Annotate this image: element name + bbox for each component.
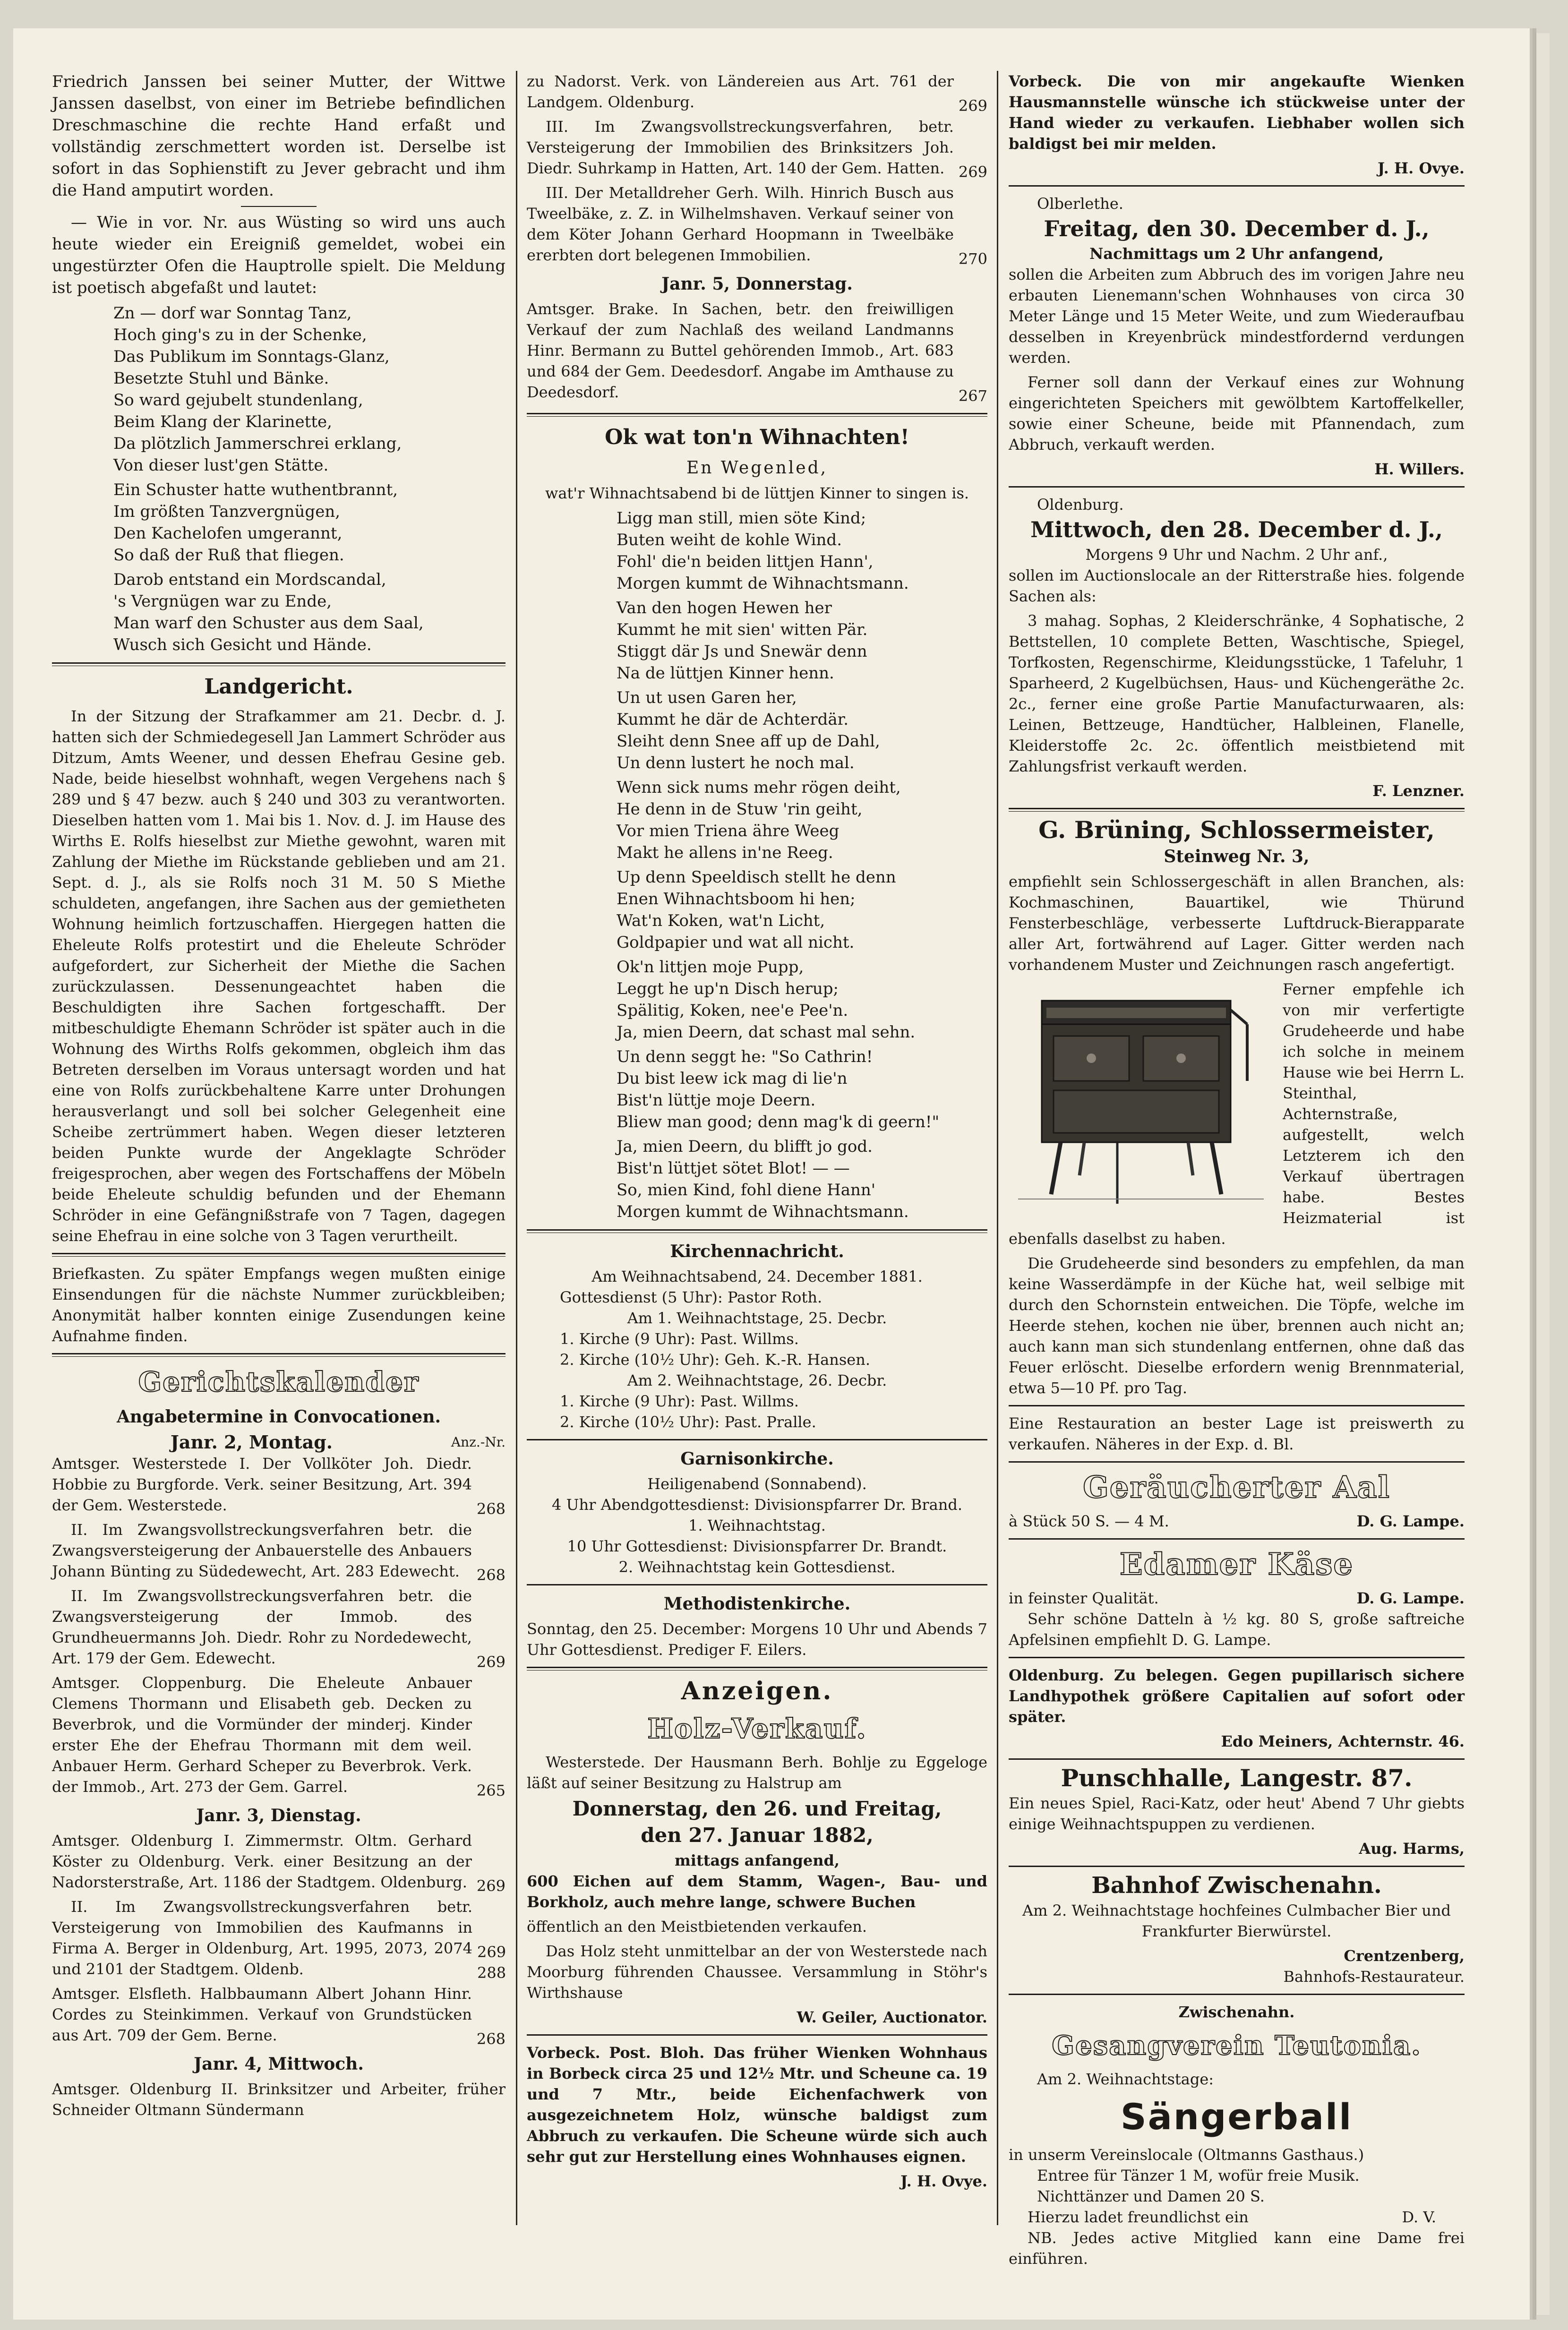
ad-text: Sehr schöne Datteln à ½ kg. 80 S, große saftreiche Apfelsinen empfiehlt D. G. Lampe. bbox=[1009, 1610, 1465, 1649]
service-line: 4 Uhr Abendgottesdienst: Divisionspfarrer Dr. Brand. bbox=[551, 1496, 963, 1514]
ad-text: Am 2. Weihnachtstage hochfeines Culmbacher Bier und Frankfurter Bierwürstel. bbox=[1022, 1902, 1451, 1940]
poem-line: Spälitig, Koken, nee'e Pee'n. bbox=[617, 1001, 848, 1020]
poem-stanza bbox=[527, 1136, 987, 1223]
poem-line: Bliew man good; denn mag'k di geern!" bbox=[617, 1113, 940, 1131]
poem-line: Van den hogen Hewen her bbox=[617, 599, 832, 617]
ad-text: Ferner empfehle ich von mir verfertigte Grudeheerde und habe ich solche in meinem Hause wie bei Herrn L. Steinthal, Achternstraße, aufgestellt, welch Letzterem ich den Verkauf übertragen habe. Bestes Heizmaterial ist ebenfalls daselbst zu haben. bbox=[1009, 980, 1465, 1248]
service-line: 1. Kirche (9 Uhr): Past. Willms. bbox=[560, 1392, 799, 1410]
poem-line: Beim Klang der Klarinette, bbox=[113, 412, 332, 431]
poem-stanza bbox=[527, 777, 987, 864]
section-rule bbox=[527, 1584, 987, 1585]
ad-signature: J. H. Ovye. bbox=[1377, 159, 1465, 177]
service-line: 2. Kirche (10½ Uhr): Geh. K.-R. Hansen. bbox=[560, 1351, 870, 1369]
ad-text: öffentlich an den Meistbietenden verkaufen. bbox=[527, 1918, 867, 1936]
article-paragraph: In der Sitzung der Strafkammer am 21. Decbr. d. J. hatten sich der Schmiedegesell Jan Lammert Schröder aus Ditzum, Amts Weener, und dessen Ehefrau Gesine geb. Nade, beide hieselbst wohnhaft, wegen Vergehens nach § 289 und § 47 bezw. auch § 240 und 303 zu verantworten. Dieselben hatten vom 1. Mai bis 1. Nov. d. J. im Hause des Wirths E. Rolfs hieselbst zur Miethe gewohnt, waren mit Zahlung der Miethe im Rückstande geblieben und am 21. Sept. d. J., als sie Rolfs noch 31 M. 50 S Miethe schuldeten, angefangen, ihre Sachen aus der gemietheten Wohnung heimlich fortzuschaffen. Hiergegen hatten die Eheleute Rolfs protestirt und die Eheleute Schröder aufgefordert, zur Sicherheit der Miethe die Sachen zurückzulassen. Dessenungeachtet haben die Beschuldigten ihre Sachen fortgeschafft. Der mitbeschuldigte Ehemann Schröder ist später auch in die Wohnung des Wirths Rolfs gekommen, obgleich ihm das Betreten derselben im Voraus untersagt worden und hat eine von Rolfs zurückbehaltene Karre unter Drohungen herausverlangt und soll bei solcher Gelegenheit eine Scheibe zertrümmert haben. Wegen dieser letzteren beiden Punkte wurde der Angeklagte Schröder freigesprochen, aber wegen des Fortschaffens der Möbeln beide Eheleute schuldig befunden und der Ehemann Schröder in eine Gefängnißstrafe von 7 Tagen, dagegen seine Ehefrau in eine solche von 3 Tagen verurtheilt. bbox=[52, 707, 506, 1245]
section-rule bbox=[527, 1229, 987, 1233]
ad-text: sollen die Arbeiten zum Abbruch des im vorigen Jahre neu erbauten Lienemann'schen Wohnhauses von circa 30 Meter Länge und 15 Meter Weite, und zum Wiederaufbau desselben in Kreyenbrück mindestfordernd verdungen werden. bbox=[1009, 266, 1465, 367]
poem-line: Ja, mien Deern, dat schast mal sehn. bbox=[617, 1023, 916, 1042]
ad-text: in unserm Vereinslocale (Oltmanns Gasthaus.) bbox=[1009, 2146, 1364, 2164]
ad-heading-bruening: G. Brüning, Schlossermeister, bbox=[1038, 816, 1435, 844]
poem-line: Wenn sick nums mehr rögen deiht, bbox=[617, 778, 901, 797]
date-heading: Janr. 4, Mittwoch. bbox=[194, 2054, 364, 2074]
ad-place: Zwischenahn. bbox=[1178, 2003, 1295, 2021]
ad-signature: D. V. bbox=[1402, 2208, 1436, 2226]
section-rule bbox=[527, 413, 987, 417]
poem-line: Goldpapier und wat all nicht. bbox=[617, 933, 855, 952]
ad-time: mittags anfangend, bbox=[674, 1851, 840, 1869]
section-heading-anzeigen: Anzeigen. bbox=[681, 1677, 833, 1705]
poem-line: Zn — dorf war Sonntag Tanz, bbox=[113, 304, 352, 323]
calendar-entry: Amtsger. Brake. In Sachen, betr. den freiwilligen Verkauf der zum Nachlaß des weiland Landmanns Hinr. Bermann zu Buttel gehörenden Immob., Art. 683 und 684 der Gem. Deedesdorf. Angabe im Amthause zu Deedesdorf. 267 bbox=[527, 300, 987, 405]
section-rule bbox=[1009, 1866, 1465, 1867]
ad-signature: D. G. Lampe. bbox=[1356, 1512, 1465, 1530]
ad-heading-punschhalle: Punschhalle, Langestr. 87. bbox=[1061, 1764, 1413, 1792]
calendar-entry: zu Nadorst. Verk. von Ländereien aus Art. 761 der Landgem. Oldenburg. 269 bbox=[527, 72, 987, 115]
ad-signature: J. H. Ovye. bbox=[900, 2172, 987, 2190]
poem-stanza bbox=[527, 866, 987, 953]
poem-line: Den Kachelofen umgerannt, bbox=[113, 524, 343, 543]
service-line: Am Weihnachtsabend, 24. December 1881. bbox=[591, 1268, 923, 1285]
poem-line: Enen Wihnachtsboom hi hen; bbox=[617, 890, 856, 908]
poem-line: Wat'n Koken, wat'n Licht, bbox=[617, 911, 825, 930]
calendar-entry: II. Im Zwangsvollstreckungsverfahren betr. Versteigerung von Immobilien des Kaufmanns in Firma A. Berger in Oldenburg, Art. 1995, 2073, 2074 und 2101 der Stadtgem. Oldenb. 269 288 bbox=[52, 1898, 506, 1982]
ad-text: Westerstede. Der Hausmann Berh. Bohlje zu Eggeloge läßt auf seiner Besitzung zu Halstrup am bbox=[527, 1753, 987, 1792]
poem-stanza bbox=[527, 597, 987, 684]
calendar-entry: II. Im Zwangsvollstreckungsverfahren betr. die Zwangsversteigerung der Anbauerstelle des Anbauers Johann Bünting zu Südedewecht, Art. 283 Edewecht. 268 bbox=[52, 1521, 506, 1584]
ad-heading-saengerball: Sängerball bbox=[1120, 2096, 1353, 2138]
poem-line: Das Publikum im Sonntags-Glanz, bbox=[113, 347, 390, 366]
grudeheerd-stove-illustration bbox=[1009, 982, 1273, 1218]
service-line: Gottesdienst (5 Uhr): Pastor Roth. bbox=[560, 1288, 823, 1306]
poem-line: Vor mien Triena ähre Weeg bbox=[617, 822, 840, 840]
poem-line: Ok'n littjen moje Pupp, bbox=[617, 958, 804, 977]
ad-text: Die Grudeheerde sind besonders zu empfehlen, da man keine Wasserdämpfe in der Küche hat, weil selbige mit durch den Schornstein entweichen. Die Töpfe, welche im Heerde stehen, kochen nie über, brennen auch nicht an; auch kann man sich stundenlang entfernen, ohne daß das Feuer erlöscht. Dieselbe erfordern wenig Brennmaterial, etwa 5—10 Pf. pro Tag. bbox=[1009, 1254, 1465, 1397]
poem-line: Man warf den Schuster aus dem Saal, bbox=[113, 614, 424, 633]
ad-text: Vorbeck. Die von mir angekaufte Wienken Hausmannstelle wünsche ich stückweise unter der Hand wieder zu verkaufen. Liebhaber wollen sich baldigst bei mir melden. bbox=[1009, 72, 1465, 153]
poem-intro: wat'r Wihnachtsabend bi de lüttjen Kinner to singen is. bbox=[545, 484, 969, 502]
ad-signature: H. Willers. bbox=[1374, 460, 1465, 478]
ad-signature: D. G. Lampe. bbox=[1356, 1589, 1465, 1607]
ad-address: Steinweg Nr. 3, bbox=[1164, 847, 1310, 866]
poem-line: Ligg man still, mien söte Kind; bbox=[617, 509, 866, 528]
ad-time: Nachmittags um 2 Uhr anfangend, bbox=[1089, 245, 1384, 263]
column-divider bbox=[997, 71, 998, 2225]
ad-signature: W. Geiler, Auctionator. bbox=[797, 2008, 987, 2026]
poem-line: Hoch ging's zu in der Schenke, bbox=[113, 326, 367, 344]
ad-signature: Bahnhofs-Restaurateur. bbox=[1283, 1968, 1465, 1986]
section-heading-gerichtskalender: Gerichtskalender bbox=[138, 1366, 420, 1398]
section-rule bbox=[1009, 185, 1465, 187]
section-rule bbox=[1009, 1657, 1465, 1658]
calendar-entry: Amtsger. Elsfleth. Halbbaumann Albert Johann Hinr. Cordes zu Steinkimmen. Verkauf von Grundstücken aus Art. 709 der Gem. Berne. 268 bbox=[52, 1985, 506, 2048]
section-rule bbox=[52, 1253, 506, 1257]
poem-stanza bbox=[52, 302, 506, 476]
divider bbox=[241, 206, 317, 207]
poem-line: Fohl' die'n beiden littjen Hann', bbox=[617, 552, 874, 571]
ad-signature: Edo Meiners, Achternstr. 46. bbox=[1221, 1732, 1465, 1750]
poem-line: Darob entstand ein Mordscandal, bbox=[113, 570, 386, 589]
poem-line: Ja, mien Deern, du blifft jo god. bbox=[617, 1137, 873, 1156]
ad-signature: Crentzenberg, bbox=[1344, 1947, 1465, 1965]
ad-text: in feinster Qualität. bbox=[1009, 1589, 1159, 1607]
section-rule bbox=[1009, 486, 1465, 488]
calendar-entry: III. Der Metalldreher Gerh. Wilh. Hinrich Busch aus Tweelbäke, z. Z. in Wilhelmshaven. Verkauf seiner von dem Köter Johann Gerhard Hoopmann in Tweelbäke ererbten dort belegenen Immobilien. 270 bbox=[527, 184, 987, 268]
calendar-entry: II. Im Zwangsvollstreckungsverfahren betr. die Zwangsversteigerung der Immob. des Grundheuermanns Joh. Diedr. Rohr zu Nordedewecht, Art. 179 der Gem. Edewecht. 269 bbox=[52, 1587, 506, 1671]
service-line: Am 1. Weihnachtstage, 25. Decbr. bbox=[627, 1309, 887, 1327]
column-divider bbox=[516, 71, 517, 2225]
poem-title: Ok wat ton'n Wihnachten! bbox=[605, 425, 909, 449]
calendar-entry: Amtsger. Oldenburg II. Brinksitzer und Arbeiter, früher Schneider Oltmann Sündermann bbox=[52, 2080, 506, 2119]
ad-text: 600 Eichen auf dem Stamm, Wagen-, Bau- und Borkholz, auch mehre lange, schwere Buchen bbox=[527, 1872, 987, 1911]
poem-line: Leggt he up'n Disch herup; bbox=[617, 979, 839, 998]
poem-line: Von dieser lust'gen Stätte. bbox=[113, 456, 329, 475]
ad-text: Am 2. Weihnachtstage: bbox=[1037, 2070, 1214, 2088]
poem-line: Wusch sich Gesicht und Hände. bbox=[113, 635, 372, 654]
poem-line: Morgen kummt de Wihnachtsmann. bbox=[617, 574, 909, 593]
ad-text: Das Holz steht unmittelbar an der von Westerstede nach Moorburg führenden Chaussee. Versammlung in Stöhr's Wirthshause bbox=[527, 1942, 987, 2002]
ad-text: Nichttänzer und Damen 20 S. bbox=[1037, 2187, 1265, 2205]
ad-text: Ferner soll dann der Verkauf eines zur Wohnung eingerichteten Speichers mit gewölbtem Kartoffelkeller, sowie einer Scheune, beide mit Pfannendach, zum Abbruch, verkauft werden. bbox=[1009, 373, 1465, 454]
service-line: Am 2. Weihnachtstage, 26. Decbr. bbox=[627, 1371, 887, 1389]
subheading: Angabetermine in Convocationen. bbox=[116, 1407, 441, 1427]
ad-text: NB. Jedes active Mitglied kann eine Dame frei einführen. bbox=[1009, 2229, 1465, 2268]
article-paragraph: — Wie in vor. Nr. aus Wüsting so wird uns auch heute wieder ein Ereigniß gemeldet, wobei ein ungestürzter Ofen die Hauptrolle spielt. Die Meldung ist poetisch abgefaßt und lautet: bbox=[52, 213, 506, 297]
date-heading: Janr. 3, Dienstag. bbox=[196, 1806, 361, 1825]
poem-stanza bbox=[527, 687, 987, 774]
poem-line: So, mien Kind, fohl diene Hann' bbox=[617, 1181, 876, 1199]
section-heading-landgericht: Landgericht. bbox=[204, 675, 353, 699]
poem-line: Du bist leew ick mag di lie'n bbox=[617, 1069, 848, 1088]
ad-text: Entree für Tänzer 1 M, wofür freie Musik. bbox=[1037, 2167, 1360, 2184]
ad-time: Morgens 9 Uhr und Nachm. 2 Uhr anf., bbox=[1085, 546, 1388, 564]
section-rule bbox=[527, 1667, 987, 1670]
poem-line: Besetzte Stuhl und Bänke. bbox=[113, 369, 329, 388]
service-line: 1. Kirche (9 Uhr): Past. Willms. bbox=[560, 1330, 799, 1348]
section-heading-garnisonkirche: Garnisonkirche. bbox=[680, 1449, 834, 1469]
service-line: 2. Kirche (10½ Uhr): Past. Pralle. bbox=[560, 1413, 816, 1431]
poem-line: Bist'n lüttje moje Deern. bbox=[617, 1091, 816, 1110]
ad-text: Vorbeck. Post. Bloh. Das früher Wienken Wohnhaus in Borbeck circa 25 und 12½ Mtr. und Scheune ca. 19 und 7 Mtr., beide Eichenfachwerk von ausgezeichnetem Holz, wünsche baldigst zum Abbruch zu verkaufen. Die Scheune würde sich auch sehr gut zur Herstellung eines Wohnhauses eignen. bbox=[527, 2044, 987, 2166]
ad-text: empfiehlt sein Schlossergeschäft in allen Branchen, als: Kochmaschinen, Bauartikel, wie Thürund Fensterbeschläge, verbesserte Luftdruck-Bierapparate aller Art, fortwährend auf Lager. Gitter werden nach vorhandenem Muster und Zeichnungen rasch angefertigt. bbox=[1009, 873, 1465, 974]
ad-place: Oldenburg. bbox=[1037, 496, 1124, 514]
ad-text: Oldenburg. Zu belegen. Gegen pupillarisch sichere Landhypothek größere Capitalien auf sofort oder später. bbox=[1009, 1666, 1465, 1726]
poem-stanza bbox=[527, 956, 987, 1043]
ad-signature: Aug. Harms, bbox=[1359, 1840, 1465, 1858]
poem-line: Kummt he där de Achterdär. bbox=[617, 710, 849, 729]
section-rule bbox=[1009, 1461, 1465, 1463]
poem-line: Morgen kummt de Wihnachtsmann. bbox=[617, 1202, 909, 1221]
service-line: Heiligenabend (Sonnabend). bbox=[647, 1475, 867, 1493]
section-rule bbox=[527, 1439, 987, 1440]
poem-stanza bbox=[52, 569, 506, 656]
section-rule bbox=[527, 2034, 987, 2036]
ad-heading-kaese: Edamer Käse bbox=[1119, 1547, 1354, 1582]
section-rule bbox=[1009, 1405, 1465, 1406]
poem-line: Up denn Speeldisch stellt he denn bbox=[617, 868, 896, 887]
poem-subtitle: En Wegenled, bbox=[686, 458, 828, 478]
calendar-entry: III. Im Zwangsvollstreckungsverfahren, betr. Versteigerung der Immobilien des Brinksitzers Joh. Diedr. Suhrkamp in Hatten, Art. 140 der Gem. Hatten. 269 bbox=[527, 118, 987, 181]
ad-heading-aal: Geräucherter Aal bbox=[1083, 1470, 1390, 1505]
ad-text: 3 mahag. Sophas, 2 Kleiderschränke, 4 Sophatische, 2 Bettstellen, 10 complete Betten, Waschtische, Spiegel, Torfkosten, Regenschirme, Kleidungsstücke, 1 Tafeluhr, 1 Sparheerd, 2 Kugelbüchsen, Haus- und Küchengeräthe 2c. 2c., ferner eine große Partie Manufacturwaaren, als: Leinen, Bettzeuge, Handtücher, Halbleinen, Flanelle, Kleiderstoffe 2c. 2c. öffentlich meistbietend mit Zahlungsfrist verkauft werden. bbox=[1009, 612, 1465, 775]
stove-drawing bbox=[1009, 982, 1273, 1218]
poem-line: Na de lüttjen Kinner henn. bbox=[617, 664, 834, 683]
section-rule bbox=[1009, 808, 1465, 812]
poem-line: He denn in de Stuw 'rin geiht, bbox=[617, 800, 863, 819]
poem-line: Un denn seggt he: "So Cathrin! bbox=[617, 1047, 873, 1066]
poem-line: Kummt he mit sien' witten Pär. bbox=[617, 620, 868, 639]
calendar-entry: Amtsger. Westerstede I. Der Vollköter Joh. Diedr. Hobbie zu Burgforde. Verk. seiner Besitzung, Art. 394 der Gem. Westerstede. 268 bbox=[52, 1455, 506, 1518]
calendar-entry: Amtsger. Cloppenburg. Die Eheleute Anbauer Clemens Thormann und Elisabeth geb. Decken zu Beverbrok, und die Vormünder der minderj. Kinder erster Ehe der Ehefrau Thormann mit dem weil. Anbauer Herm. Gerhard Scheper zu Beverbrok. Verk. der Immob., Art. 273 der Gem. Garrel. 265 bbox=[52, 1674, 506, 1799]
ad-place: Olberlethe. bbox=[1037, 195, 1123, 213]
poem-line: Un ut usen Garen her, bbox=[617, 688, 797, 707]
section-heading-methodistenkirche: Methodistenkirche. bbox=[663, 1594, 851, 1614]
section-rule bbox=[52, 1353, 506, 1357]
column-2 bbox=[527, 71, 987, 2192]
poem-stanza bbox=[527, 507, 987, 594]
ad-heading-bahnhof: Bahnhof Zwischenahn. bbox=[1091, 1872, 1382, 1899]
ad-text: Ein neues Spiel, Raci-Katz, oder heut' Abend 7 Uhr giebts einige Weihnachtspuppen zu verdienen. bbox=[1009, 1794, 1465, 1833]
ad-date: den 27. Januar 1882, bbox=[641, 1824, 874, 1847]
briefkasten-notice: Briefkasten. Zu später Empfangs wegen mußten einige Einsendungen für die nächste Nummer zurückbleiben; Anonymität halber konnten einige Zusendungen keine Aufnahme finden. bbox=[52, 1265, 506, 1345]
ad-text: Hierzu ladet freundlichst ein bbox=[1028, 2208, 1249, 2226]
poem-line: Sleiht denn Snee aff up de Dahl, bbox=[617, 732, 880, 751]
ad-price-row bbox=[1009, 1588, 1465, 1609]
ad-heading-holz-verkauf: Holz-Verkauf. bbox=[647, 1713, 867, 1745]
section-rule bbox=[1009, 1994, 1465, 1995]
ad-footer-row bbox=[1009, 2207, 1465, 2227]
ad-text: sollen im Auctionslocale an der Ritterstraße hies. folgende Sachen als: bbox=[1009, 566, 1465, 605]
poem-line: Makt he allens in'ne Reeg. bbox=[617, 843, 833, 862]
poem-line: Da plötzlich Jammerschrei erklang, bbox=[113, 434, 402, 453]
section-rule bbox=[1009, 1758, 1465, 1760]
ad-text: Eine Restauration an bester Lage ist preiswerth zu verkaufen. Näheres in der Exp. d. Bl. bbox=[1009, 1414, 1465, 1453]
ad-signature: F. Lenzner. bbox=[1372, 782, 1465, 800]
poem-stanza bbox=[527, 1046, 987, 1133]
service-line: 10 Uhr Gottesdienst: Divisionspfarrer Dr. Brandt. bbox=[567, 1537, 947, 1555]
ad-date: Donnerstag, den 26. und Freitag, bbox=[572, 1797, 942, 1820]
ad-heading-teutonia: Gesangverein Teutonia. bbox=[1052, 2030, 1422, 2061]
poem-line: Ein Schuster hatte wuthentbrannt, bbox=[113, 480, 398, 499]
ad-price-row bbox=[1009, 1511, 1465, 1532]
poem-line: Buten weiht de kohle Wind. bbox=[617, 531, 842, 549]
section-heading-kirchennachricht: Kirchennachricht. bbox=[670, 1242, 844, 1261]
service-line: 1. Weihnachtstag. bbox=[688, 1516, 826, 1534]
poem-line: So ward gejubelt stundenlang, bbox=[113, 391, 363, 410]
calendar-entry: Amtsger. Oldenburg I. Zimmermstr. Oltm. Gerhard Köster zu Oldenburg. Verk. einer Besitzung an der Nadorsterstraße, Art. 1186 der Stadtgem. Oldenburg. 269 bbox=[52, 1832, 506, 1895]
column-3 bbox=[1009, 71, 1465, 2273]
section-rule bbox=[1009, 1538, 1465, 1540]
section-rule bbox=[52, 662, 506, 666]
poem-line: Bist'n lüttjet sötet Blot! — — bbox=[617, 1159, 850, 1178]
poem-line: Un denn lustert he noch mal. bbox=[617, 754, 855, 772]
column-1 bbox=[52, 71, 506, 2124]
ad-date: Freitag, den 30. December d. J., bbox=[1044, 216, 1430, 241]
service-line: Sonntag, den 25. December: Morgens 10 Uhr und Abends 7 Uhr Gottesdienst. Prediger F. Eilers. bbox=[527, 1620, 987, 1659]
date-heading: Janr. 5, Donnerstag. bbox=[661, 274, 853, 294]
ad-price: à Stück 50 S. — 4 M. bbox=[1009, 1512, 1169, 1530]
page-edge bbox=[1535, 33, 1550, 2315]
poem-line: Im größten Tanzvergnügen, bbox=[113, 502, 341, 521]
ad-date: Mittwoch, den 28. December d. J., bbox=[1030, 517, 1443, 542]
service-line: 2. Weihnachtstag kein Gottesdienst. bbox=[618, 1558, 896, 1576]
poem-line: 's Vergnügen war zu Ende, bbox=[113, 592, 332, 611]
poem-line: Stiggt där Js und Snewär denn bbox=[617, 642, 867, 661]
poem-line: So daß der Ruß that fliegen. bbox=[113, 546, 344, 565]
date-heading: Janr. 2, Montag. Anz.-Nr. bbox=[170, 1431, 506, 1453]
poem-stanza bbox=[52, 479, 506, 566]
article-paragraph: Friedrich Janssen bei seiner Mutter, der Wittwe Janssen daselbst, von einer im Betriebe befindlichen Dreschmaschine die rechte Hand erfaßt und vollständig zerschmettert worden ist. Derselbe ist sofort in das Sophienstift zu Jever gebracht und ihm die Hand amputirt worden. bbox=[52, 72, 506, 200]
